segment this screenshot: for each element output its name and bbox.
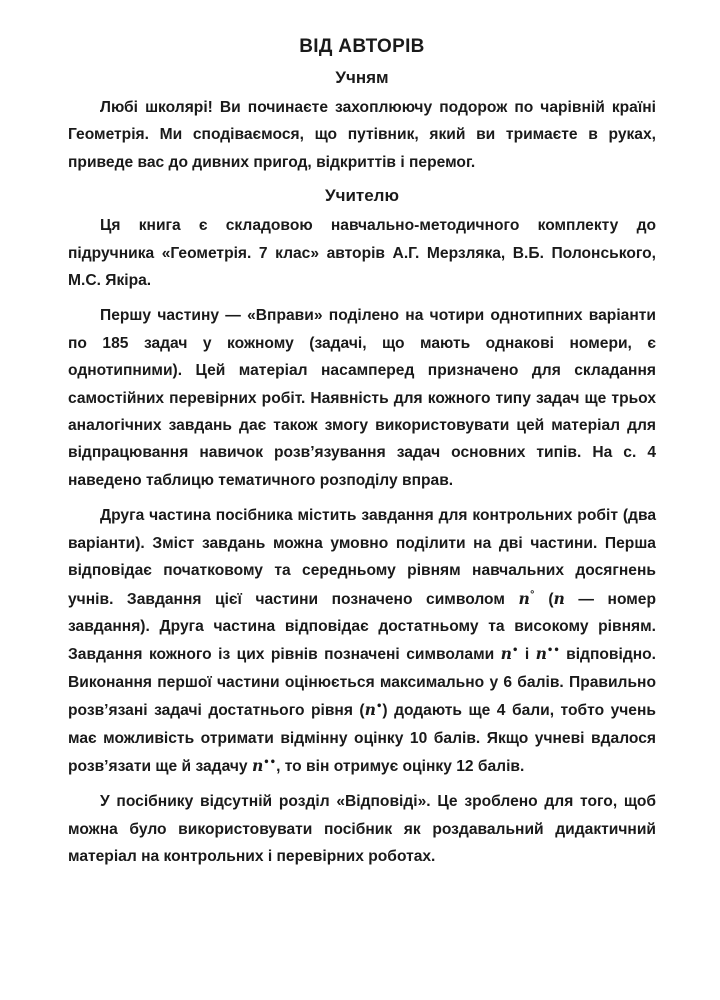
paragraph-students: Любі школярі! Ви починаєте захоплюючу подорож по чарівній країні Геометрія. Ми сподіваємося, що путівник, який ви тримаєте в руках, приведе вас до дивних пригод, відкриттів і перемог. — [68, 99, 656, 171]
text-run: Друга частина посібника містить завдання для контрольних робіт (два варіанти). Зміст завдань можна умовно поділити на дві частини. Перша відповідає початковому та середньому рівням навчальних досягнень учнів. Завдання цієї частини позначено символом — [68, 507, 656, 608]
section-title-teacher: Учителю — [325, 186, 399, 206]
paragraph-teacher-2: Першу частину — «Вправи» поділено на чотири однотипних варіанти по 185 задач у кожному (задачі, що мають однакові номери, є однотипними). Цей матеріал насамперед призначено для складання самостійних перевірних робіт. Наявність для кожного типу задач ще трьох аналогічних завдань дає також змогу використовувати цей матеріал для відпрацювання навичок розв’язування задач основних типів. На с. 4 наведено таблицю тематичного розподілу вправ. — [68, 307, 656, 489]
symbol-n-double-dot: n•• — [251, 755, 277, 775]
symbol-n-dot: n• — [500, 644, 519, 664]
paragraph-teacher-1: Ця книга є складовою навчально-методичного комплекту до підручника «Геометрія. 7 клас» авторів А.Г. Мерзляка, В.Б. Полонського, М.С. Якіра. — [68, 217, 656, 290]
text-run: — номер завдання). Друга частина відповідає достатньому та високому рівням. Завдання кожного із цих рівнів позначені символами — [68, 590, 656, 664]
symbol-n-double-dot: n•• — [535, 644, 560, 664]
paragraph-teacher-4: У посібнику відсутній розділ «Відповіді». Це зроблено для того, щоб можна було використовувати посібник як роздавальний дидактичний матеріал на контрольних і перевірних роботах. — [68, 793, 656, 866]
page-title: ВІД АВТОРІВ — [299, 36, 425, 57]
paragraph-teacher-3 — [68, 502, 656, 780]
text-run: , то він отримує оцінку 12 балів. — [276, 757, 525, 775]
text-run: ) додають ще 4 бали, тобто учень має можливість отримати відмінну оцінку 10 балів. Якщо учневі вдалося розв’язати ще й задачу — [68, 702, 656, 775]
text-run: відповідно. Виконання першої частини оцінюється максимально у 6 балів. Правильно розв’язані задачі достатнього рівня ( — [68, 646, 656, 720]
text-run: і — [518, 646, 536, 664]
symbol-n: n — [553, 588, 565, 608]
symbol-n-dot: n• — [364, 700, 383, 720]
section-title-students: Учням — [335, 68, 389, 87]
text-run: ( — [534, 590, 554, 608]
page — [68, 30, 656, 879]
symbol-n-degree: n° — [518, 588, 535, 608]
